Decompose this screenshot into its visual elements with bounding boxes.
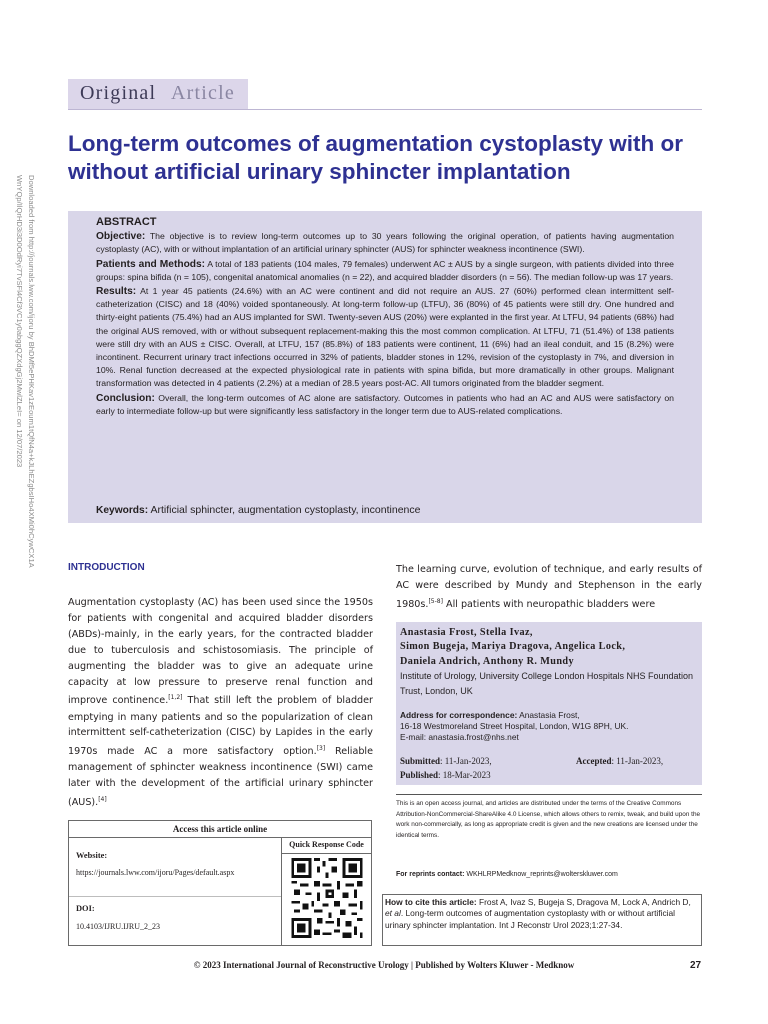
correspondence-email[interactable]: E-mail: anastasia.frost@nhs.net — [400, 732, 519, 742]
correspondence — [400, 710, 700, 743]
intro-paragraph-2 — [396, 562, 702, 613]
website-label: Website: — [76, 851, 108, 860]
abstract-heading: ABSTRACT — [96, 216, 157, 228]
methods-label: Patients and Methods: — [96, 258, 206, 270]
results-text: At 1 year 45 patients (24.6%) with an AC were continent and did not require an AUS. 27 (60%) performed clean intermittent self-catheterization (CISC) and 18 (40%) voided spontaneously. At long-term follow-up (LTFU), 36 (80%) of 45 patients were still dry. One hundred and thirty-eight patients (75.4%) had an AUS implanted for SWI. Twenty-seven AUS (20%) were explanted in the first year. At LTFU, 94 patients (68%) had the original AUS removed, with or without subsequent replacement-making this the most common complication. At LTFU, 71 (51.4%) of 138 patients were still dry with an AUS ± CISC. Overall, at LTFU, 157 (85.8%) of 183 patients were continent, 11 (6%) had an ileal conduit, and 15 (8.2%) were incontinent. Recurrent urinary tract infections occurred in 32% of patients, bladder stones in 12%, revision of the cystoplasty in 7%, and diversion in 10%. Renal function decreased at the expected physiological rate in patients with spina bifida, but more dramatically in other groups. Malignant transformation was detected in 4 patients (2.2%) at a median of 28.5 years post-AC. All tumors originated from the bladder segment. — [96, 286, 674, 389]
citation-ref[interactable]: [1,2] — [168, 694, 183, 702]
institution: Institute of Urology, University College London Hospitals NHS Foundation Trust, London, UK — [400, 671, 693, 696]
page-number: 27 — [690, 960, 702, 971]
license-text: This is an open access journal, and articles are distributed under the terms of the Creative Commons Attribution-NonCommercial-ShareAlike 4.0 License, which allows others to remix, tweak, and build upon the work non-commercially, as long as appropriate credit is given and the new creations are licensed under the identical terms. — [396, 800, 701, 839]
intro-p2-text: The learning curve, evolution of technique, and early results of AC were described by Mundy and Stephenson in the early 1980s. — [396, 564, 702, 610]
accepted-date: : 11-Jan-2023, — [611, 756, 664, 766]
author-names-line-3: Daniela Andrich, Anthony R. Mundy — [400, 655, 574, 667]
watermark-line-2: WnYQp/IlQrHD3i3D0OdRyi7TvSFl4Cf3VC1y0abggQZXdgGj2MwlZLeI= on 12/07/2023 — [15, 175, 24, 468]
abstract-box — [68, 211, 702, 523]
author-names-line-2: Simon Bugeja, Mariya Dragova, Angelica Lock, — [400, 641, 626, 653]
article-title: Long-term outcomes of augmentation cystoplasty with or without artificial urinary sphincter implantation — [68, 131, 684, 184]
article-type-tab — [68, 79, 248, 109]
doi-label: DOI: — [76, 904, 95, 913]
article-dates — [400, 755, 700, 782]
article-type-word2: Article — [171, 82, 235, 104]
reprints-contact — [396, 871, 618, 878]
access-header: Access this article online — [69, 821, 371, 838]
results-label: Results: — [96, 286, 137, 298]
intro-p1-text: Augmentation cystoplasty (AC) has been used since the 1950s for patients with congenital and acquired bladder disorders (ABDs)-mainly, in the early years, for the contracted bladder due to tuberculosis and schistosomiasis. The principle of augmenting the bladder was to give an adequate urine capacity at low pressure to preserve renal function and improve continence. — [68, 597, 373, 707]
submitted-date: : 11-Jan-2023, — [440, 756, 492, 766]
abstract-results — [96, 285, 674, 391]
abstract-objective — [96, 230, 674, 256]
objective-label: Objective: — [96, 231, 146, 243]
intro-paragraph-1 — [68, 595, 373, 811]
abstract-methods — [96, 258, 674, 284]
citation-etal: et al — [385, 908, 401, 919]
website-link[interactable]: https://journals.lww.com/ijoru/Pages/default.aspx — [76, 868, 235, 877]
submitted-label: Submitted — [400, 756, 441, 766]
keywords — [96, 504, 420, 516]
citation-text — [385, 897, 699, 931]
intro-p1c-text: Reliable management of sphincter weakness incontinence (SWI) came later with the development of the artificial urinary sphincter (AUS). — [68, 746, 373, 809]
objective-text: The objective is to review long-term outcomes up to 30 years following the original operation, of patients having augmentation cystoplasty (AC), with or without implantation of an artificial urinary sphincter (AUS) for sphincter weakness incontinence (SWI). — [96, 231, 674, 255]
article-type-word1: Original — [80, 82, 157, 104]
citation-box — [382, 894, 702, 946]
access-horizontal-divider — [69, 896, 281, 897]
published-label: Published — [400, 769, 439, 780]
citation-part-1: Frost A, Ivaz S, Bugeja S, Dragova M, Lock A, Andrich D, — [476, 897, 691, 907]
qr-header: Quick Response Code — [282, 837, 371, 854]
abstract-conclusion — [96, 392, 674, 418]
methods-text: A total of 183 patients (104 males, 79 females) underwent AC ± AUS by a single surgeon, with patients divided into three groups: spina bifida (n = 105), congenital anatomical anomalies (n = 22), and acquired bladder disorders (n = 56). The median follow-up was 17 years. — [96, 258, 674, 282]
introduction-heading: INTRODUCTION — [68, 562, 145, 573]
keywords-text: Artificial sphincter, augmentation cystoplasty, incontinence — [150, 504, 421, 516]
citation-ref[interactable]: [4] — [98, 796, 107, 804]
citation-part-2: . Long-term outcomes of augmentation cystoplasty with or without artificial urinary sphincter implantation. Int J Reconstr Urol 2023;1:27-34. — [385, 908, 676, 930]
keywords-label: Keywords: — [96, 505, 149, 516]
qr-code-icon[interactable] — [291, 858, 363, 938]
reprints-label: For reprints contact: — [396, 871, 465, 878]
citation-label: How to cite this article: — [385, 897, 477, 907]
conclusion-text: Overall, the long-term outcomes of AC alone are satisfactory. Outcomes in patients who had an AC and AUS were satisfactory on early to intermediate follow-up but were significantly less satisfactory in the longer term due to AUS-related complications. — [96, 392, 674, 416]
published-date: : 18-Mar-2023 — [438, 769, 491, 780]
authors-box — [396, 622, 702, 785]
correspondence-name: Anastasia Frost, — [517, 710, 580, 720]
author-names — [400, 626, 700, 669]
header-divider — [68, 109, 702, 110]
accepted-label: Accepted — [576, 756, 612, 766]
reprints-email[interactable]: WKHLRPMedknow_reprints@wolterskluwer.com — [464, 871, 618, 878]
journal-footer: © 2023 International Journal of Reconstructive Urology | Published by Wolters Kluwer - Medknow — [193, 960, 575, 970]
intro-p1b-text: That still left the problem of bladder emptying in many patients and so the popularization of clean intermittent self-catheterization (CISC) by Lapides in the early 1970s made AC a more satisfactory option. — [68, 695, 373, 758]
conclusion-label: Conclusion: — [96, 392, 155, 404]
access-online-box — [68, 820, 372, 946]
citation-ref[interactable]: [5-8] — [428, 597, 443, 605]
intro-p2b-text: All patients with neuropathic bladders were — [442, 599, 656, 610]
citation-ref[interactable]: [3] — [316, 745, 326, 753]
author-names-line-1: Anastasia Frost, Stella Ivaz, — [400, 627, 533, 638]
correspondence-label: Address for correspondence: — [400, 710, 518, 720]
download-watermark — [4, 175, 44, 645]
correspondence-address: 16-18 Westmoreland Street Hospital, London, W1G 8PH, UK. — [400, 721, 629, 731]
license-divider — [396, 794, 702, 795]
doi-link[interactable]: 10.4103/IJRU.IJRU_2_23 — [76, 922, 161, 931]
watermark-line-1: Downloaded from http://journals.lww.com/ijoru by BhDMf5ePHKav1zEoum1tQfN4a+kJLhEZgbsIHo4XMi0hCywCX1A — [27, 175, 36, 568]
